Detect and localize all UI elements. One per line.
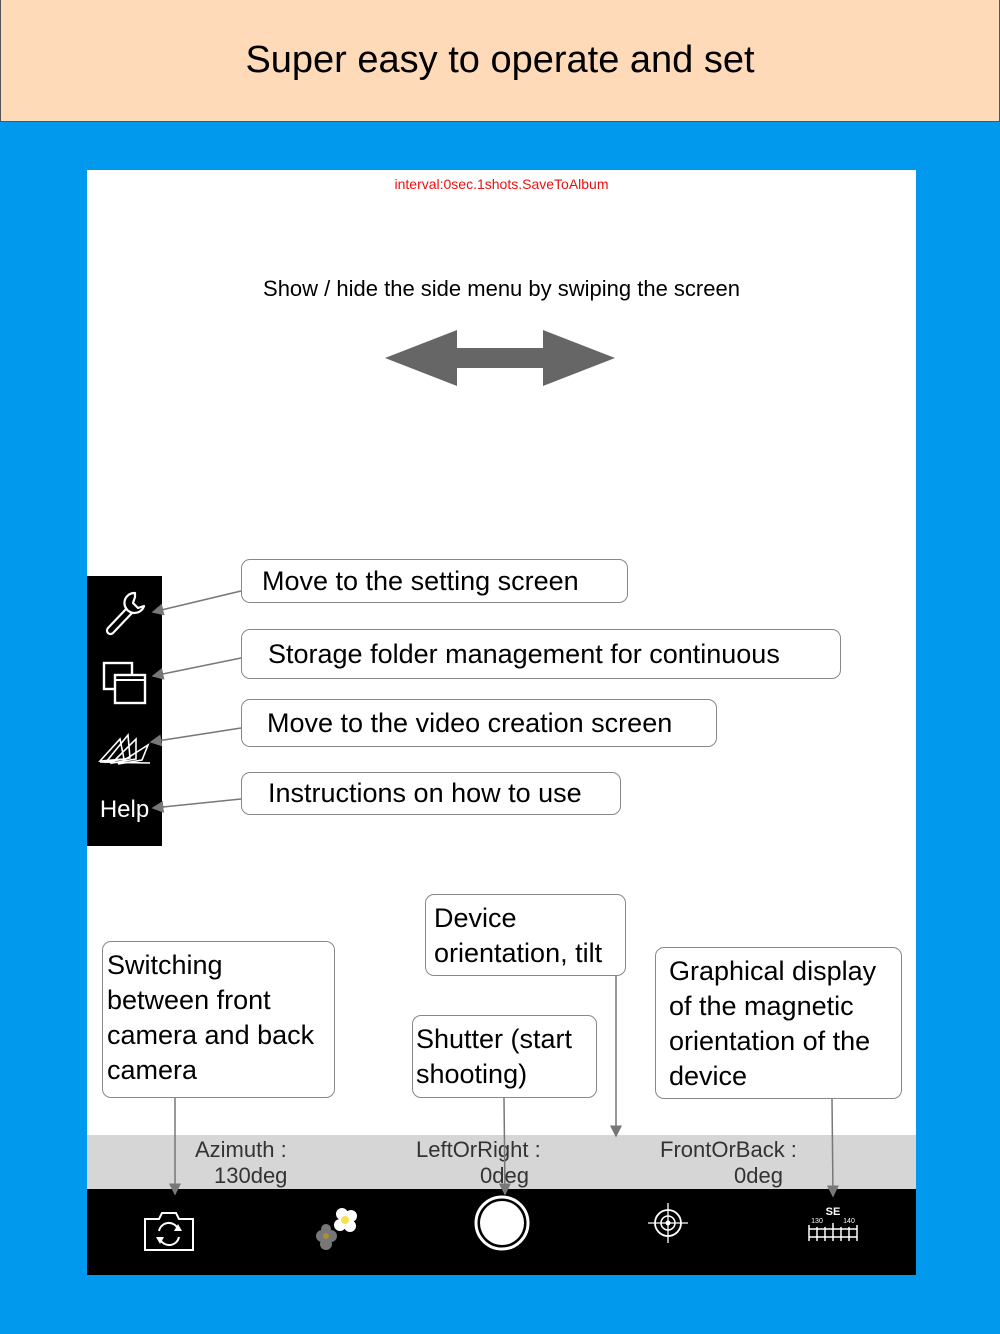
callout-help — [241, 772, 621, 815]
azimuth-readout — [195, 1137, 287, 1189]
callout-video — [241, 699, 717, 747]
callout-line: of the magnetic — [669, 991, 854, 1021]
azimuth-value: 130deg — [214, 1163, 288, 1188]
front-or-back-readout — [660, 1137, 797, 1189]
flower-button[interactable] — [309, 1197, 365, 1261]
orientation-button[interactable] — [646, 1201, 690, 1245]
status-line: interval:0sec.1shots.SaveToAlbum — [394, 176, 609, 192]
callout-line: between front — [107, 985, 271, 1015]
compass-tick-left: 130 — [811, 1218, 823, 1225]
callout-line: Graphical display — [669, 956, 877, 986]
double-arrow-icon — [385, 330, 615, 386]
callout-line: device — [669, 1061, 748, 1091]
folders-button[interactable] — [87, 658, 162, 708]
settings-button[interactable] — [87, 588, 162, 638]
callout-settings — [241, 559, 628, 603]
callout-settings-text: Move to the setting screen — [262, 565, 579, 596]
folders-icon — [101, 660, 149, 706]
left-or-right-label: LeftOrRight : — [416, 1137, 541, 1162]
compass-scale-icon — [803, 1201, 863, 1253]
callout-folders-text: Storage folder management for continuous — [268, 638, 780, 669]
callout-video-text: Move to the video creation screen — [267, 707, 673, 738]
swipe-hint: Show / hide the side menu by swiping the screen — [263, 276, 740, 301]
sensor-bar — [87, 1135, 916, 1189]
callout-line: shooting) — [416, 1059, 528, 1089]
help-button[interactable] — [87, 790, 162, 830]
bottom-toolbar — [87, 1189, 916, 1275]
callout-line: orientation, tilt — [434, 938, 603, 968]
left-or-right-readout — [416, 1137, 541, 1189]
wrench-icon — [100, 588, 150, 638]
compass-tick-right: 140 — [843, 1218, 855, 1225]
callout-line: Device — [434, 903, 517, 933]
front-or-back-value: 0deg — [734, 1163, 783, 1188]
callout-line: camera — [107, 1055, 198, 1085]
video-creation-button[interactable] — [87, 724, 162, 774]
camera-switch-icon — [142, 1209, 196, 1253]
callout-compass-display — [655, 947, 902, 1099]
callout-line: camera and back — [107, 1020, 315, 1050]
help-label: Help — [99, 796, 150, 823]
app-screen[interactable] — [87, 170, 916, 1275]
banner — [0, 0, 1000, 122]
callout-line: Switching — [107, 950, 223, 980]
side-menu — [87, 576, 162, 846]
azimuth-label: Azimuth : — [195, 1137, 287, 1162]
film-frames-icon — [98, 729, 152, 769]
callout-folders — [241, 629, 841, 679]
switch-camera-button[interactable] — [139, 1201, 199, 1261]
banner-title: Super easy to operate and set — [245, 39, 755, 81]
callout-line: Shutter (start — [416, 1024, 573, 1054]
shutter-icon — [473, 1194, 531, 1252]
callout-help-text: Instructions on how to use — [268, 778, 582, 808]
callout-device-orientation — [425, 894, 626, 976]
crosshair-icon — [646, 1201, 690, 1245]
callout-line: orientation of the — [669, 1026, 871, 1056]
compass-direction: SE — [825, 1206, 841, 1218]
callout-shutter — [412, 1015, 597, 1098]
flower-icon — [312, 1204, 362, 1254]
left-or-right-value: 0deg — [480, 1163, 529, 1188]
front-or-back-label: FrontOrBack : — [660, 1137, 797, 1162]
callout-switch-camera — [102, 941, 335, 1098]
compass-display-button[interactable] — [803, 1201, 863, 1253]
shutter-button[interactable] — [473, 1194, 531, 1252]
